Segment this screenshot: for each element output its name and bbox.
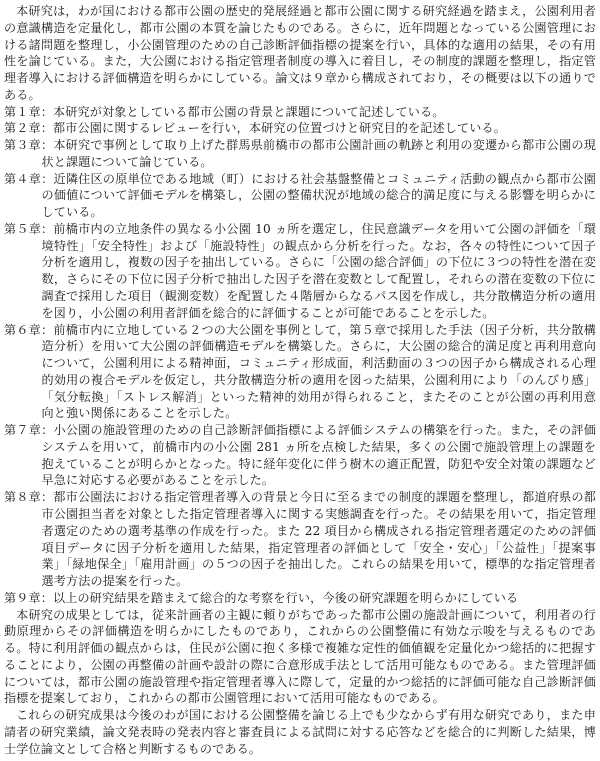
chapter-label: 第５章： [4, 221, 54, 236]
chapter-text: 前橋市内に立地している２つの大公園を事例として，第５章で採用した手法（因子分析，共分散構造分析）を用いて大公園の評価構造モデルを構築した。さらに，大公園の総合的満足度と再利用意向について，公園利用による精神面，コミュニティ形成面，利活動面の３つの因子から構成される心理的効用の複合モデルを仮定し，共分散構造分析の適用を図った結果，公園利用により「のんびり感」「気分転換」「ストレス解消」といった精神的効用が得られること，またそのことが公園の再利用意向と強い関係にあることを示した。 [41, 322, 597, 421]
chapter-4 [4, 171, 596, 221]
conclusion-paragraph: 本研究の成果としては，従来計画者の主観に頼りがちであった都市公園の施設計画について，利用者の行動原理からその評価構造を明らかにしたものであり，これからの公園整備に有効な示唆を与えるものである。特に利用評価の観点からは，住民が公園に抱く多様で複雑な定性的価値観を定量化かつ総括的に把握することにより，公園の再整備の計画や設計の際に合意形成手法として活用可能なものである。また管理評価については，都市公園の施設管理や指定管理者導入に際して，定量的かつ総括的に評価可能な自己診断評価指標を提案しており，これからの都市公園管理において活用可能なものである。 [4, 607, 596, 706]
chapter-3 [4, 137, 596, 171]
chapter-label: 第４章： [4, 171, 54, 186]
chapter-label: 第８章： [4, 490, 54, 505]
chapter-label: 第７章： [4, 423, 54, 438]
chapter-1 [4, 104, 596, 121]
chapter-text: 都市公園法における指定管理者導入の背景と今日に至るまでの制度的課題を整理し，都道府県の都市公園担当者を対象とした指定管理者導入に関する実態調査を行った。その結果を用いて，指定管理者選定のための選考基準の作成を行った。また 22 項目から構成される指定管理者選定のための評価項目データに因子分析を適用した結果，指定管理者の評価として「安全・安心」「公益性」「提案事業」「緑地保全」「雇用計画」の５つの因子を抽出した。これらの結果を用いて，標準的な指定管理者選考方法の提案を行った。 [41, 490, 596, 589]
judgment-paragraph: これらの研究成果は今後のわが国における公園整備を論じる上でも少なからず有用な研究であり，また申請者の研究業績，論文発表時の発表内容と審査員による試問に対する応答などを総合的に判断した結果，博士学位論文として合格と判断するものである。 [4, 708, 596, 756]
chapter-2 [4, 120, 596, 137]
chapter-label: 第６章： [4, 322, 54, 337]
chapter-text: 本研究で事例として取り上げた群馬県前橋市の都市公園計画の軌跡と利用の変遷から都市公園の現状と課題について論じている。 [41, 138, 596, 169]
chapter-text: 本研究が対象としている都市公園の背景と課題について記述している。 [52, 104, 445, 119]
chapter-label: 第３章： [4, 138, 54, 153]
chapter-text: 近隣住区の原単位である地域（町）における社会基盤整備とコミュニティ活動の観点から都市公園の価値について評価モデルを構築し，公園の整備状況が地域の総合的満足度に与える影響を明らかにしている。 [41, 171, 596, 220]
chapter-9 [4, 590, 596, 607]
chapter-5 [4, 221, 596, 322]
chapter-text: 以上の研究結果を踏まえて総合的な考察を行い，今後の研究課題を明らかにしている [52, 590, 519, 605]
chapter-text: 前橋市内の立地条件の異なる小公園 10 ヵ所を選定し，住民意識データを用いて公園の評価を「環境特性」「安全特性」および「施設特性」の観点から分析を行った。なお，各々の特性について因子分析を適用し，複数の因子を抽出している。さらに「公園の総合評価」の下位に３つの特性を潜在変数，さらにその下位に因子分析で抽出した因子を潜在変数として配置し，それらの潜在変数の下位に調査で採用した項目（観測変数）を配置した４階層からなるパス図を作成し，共分散構造分析の適用を図り，小公園の利用者評価を総合的に評価することが可能であることを示した。 [41, 221, 596, 320]
chapter-8 [4, 489, 596, 590]
chapter-text: 都市公園に関するレビューを行い，本研究の位置づけと研究目的を記述している。 [52, 121, 507, 136]
chapter-label: 第９章： [4, 590, 53, 605]
chapter-label: 第１章： [4, 104, 53, 119]
chapter-6 [4, 322, 596, 423]
chapter-list [4, 104, 596, 607]
chapter-7 [4, 422, 596, 489]
chapter-text: 小公園の施設管理のための自己診断評価指標による評価システムの構築を行った。また，その評価システムを用いて，前橋市内の小公園 281 ヵ所を点検した結果，多くの公園で施設管理上の課題を抱えていることが明らかとなった。特に経年変化に伴う樹木の適正配置，防犯や安全対策の課題など早急に対応する必要があることを示した。 [41, 423, 596, 488]
intro-paragraph: 本研究は，わが国における都市公園の歴史的発展経過と都市公園に関する研究経過を踏まえ，公園利用者の意識構造を定量化し，都市公園の本質を論じたものである。さらに，近年問題となっている公園管理における諸問題を整理し，小公園管理のための自己診断評価指標の提案を行い，具体的な適用の結果，その有用性を論じている。また，大公園における指定管理者制度の導入に着目し，その制度的課題を整理し，指定管理者導入における評価構造を明らかにしている。論文は９章から構成されており，その概要は以下の通りである。 [4, 4, 596, 102]
document-body [4, 3, 596, 757]
chapter-label: 第２章： [4, 121, 53, 136]
